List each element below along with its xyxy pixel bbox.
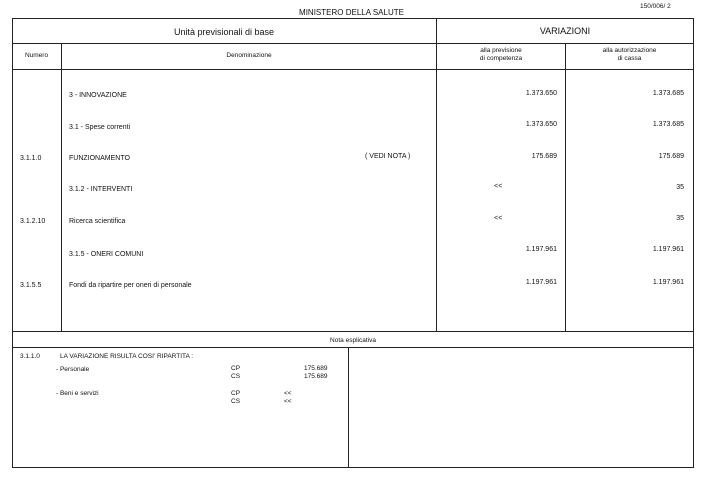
numero-column-divider [61,43,62,331]
note-item-cs-label: CS [231,398,241,405]
note-title: Nota esplicativa [330,337,376,344]
col-header-cassa-line1: alla autorizzazione [602,47,657,54]
page-reference: 150/006/ 2 [640,3,671,10]
note-title-divider [12,347,694,348]
row-competenza: << [494,183,503,190]
note-item-cs-value: << [284,398,292,405]
note-heading: LA VARIAZIONE RISULTA COSI' RIPARTITA : [60,353,194,360]
col-header-numero: Numero [24,52,49,59]
row-competenza: 1.373.650 [525,121,557,128]
unita-previsionali-title: Unità previsionali di base [173,27,275,37]
note-item-cp-label: CP [231,365,241,372]
row-competenza: << [494,215,503,222]
top-border [12,18,694,19]
note-item-cs-label: CS [231,373,241,380]
row-competenza: 1.197.961 [525,246,557,253]
note-column-divider [348,347,349,467]
row-nota-reference: ( VEDI NOTA ) [365,153,411,160]
row-denominazione: Ricerca scientifica [69,218,126,225]
row-cassa: 175.689 [658,153,684,160]
column-header-divider [12,69,694,70]
row-denominazione: 3.1 - Spese correnti [69,124,131,131]
row-numero: 3.1.5.5 [20,282,42,289]
row-cassa: 1.373.685 [652,121,684,128]
note-numero: 3.1.1.0 [20,353,40,360]
row-competenza: 175.689 [531,153,557,160]
row-denominazione: 3.1.2 - INTERVENTI [69,186,133,193]
col-header-competenza-line1: alla previsione [480,47,522,54]
note-item-cp-value: 175.689 [304,365,328,372]
row-denominazione: Fondi da ripartire per oneri di personale [69,282,192,289]
right-border [693,18,694,468]
left-border [12,18,13,468]
row-cassa: 1.197.961 [652,246,684,253]
note-item-cp-label: CP [231,390,241,397]
row-competenza: 1.197.961 [525,279,557,286]
row-cassa: 35 [676,215,684,222]
table-bottom-border [12,331,694,332]
row-numero: 3.1.1.0 [20,155,42,162]
variazioni-title: VARIAZIONI [539,26,591,36]
row-denominazione: 3 - INNOVAZIONE [69,92,127,99]
ministry-title: MINISTERO DELLA SALUTE [299,8,404,17]
row-denominazione: FUNZIONAMENTO [69,155,130,162]
col-header-denominazione: Denominazione [226,52,272,59]
note-item-label: - Beni e servizi [56,390,99,397]
row-cassa: 1.197.961 [652,279,684,286]
row-competenza: 1.373.650 [525,90,557,97]
col-header-cassa-line2: di cassa [617,55,642,62]
row-denominazione: 3.1.5 - ONERI COMUNI [69,251,144,258]
bottom-border [12,467,694,468]
row-cassa: 35 [676,184,684,191]
col-header-competenza-line2: di competenza [479,55,523,62]
row-cassa: 1.373.685 [652,90,684,97]
row-numero: 3.1.2.10 [20,218,46,225]
note-item-label: - Personale [56,366,90,373]
header-divider [12,43,694,44]
note-item-cp-value: << [284,390,292,397]
note-item-cs-value: 175.689 [304,373,328,380]
